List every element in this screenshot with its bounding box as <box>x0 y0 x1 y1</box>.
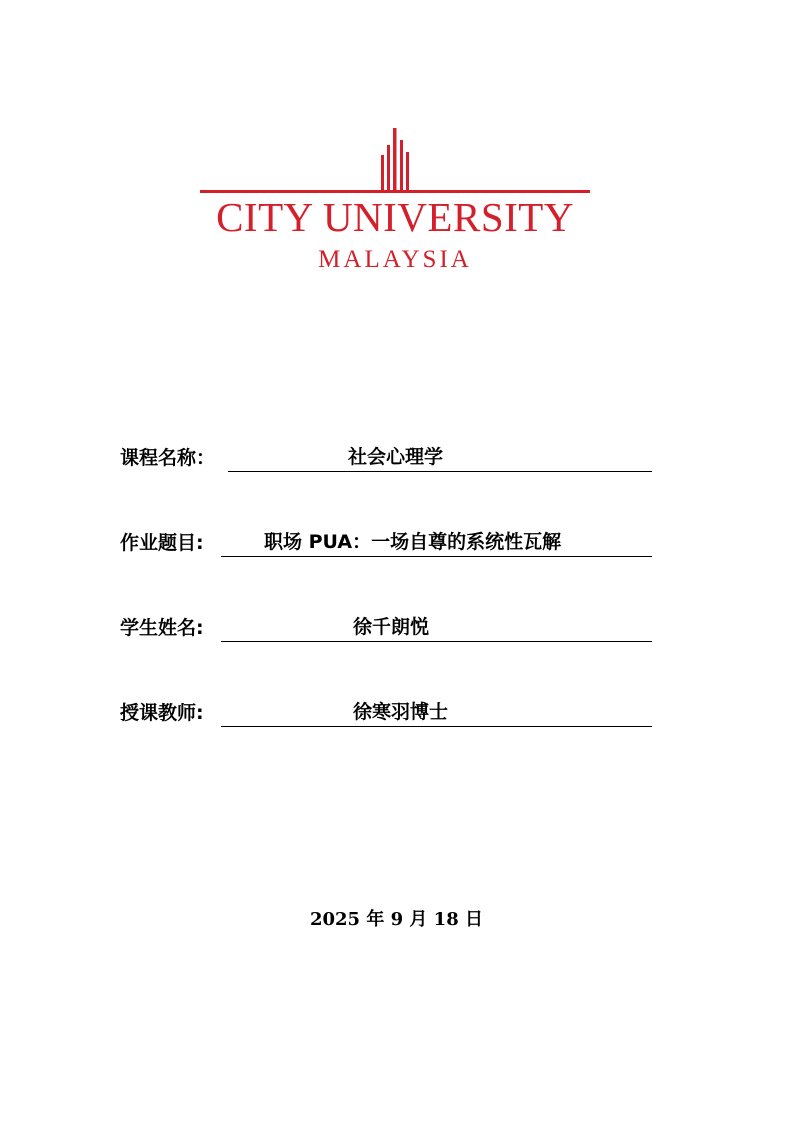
assignment-title-label: 作业题目: <box>120 532 204 554</box>
university-logo <box>130 100 660 295</box>
assignment-title-row <box>120 527 652 557</box>
lecturer-row <box>120 697 652 727</box>
course-name-value: 社会心理学 <box>348 446 444 468</box>
tower-emblem-icon <box>130 100 660 200</box>
student-name-underline <box>221 613 652 642</box>
assignment-title-value: 职场 PUA：一场自尊的系统性瓦解 <box>264 531 562 553</box>
student-name-row <box>120 612 652 642</box>
student-name-label: 学生姓名: <box>120 617 204 639</box>
logo-university-name: CITY UNIVERSITY <box>216 194 574 240</box>
lecturer-value: 徐寒羽博士 <box>353 701 449 723</box>
submission-date: 2025 年 9 月 18 日 <box>309 909 483 930</box>
course-name-row <box>120 442 652 472</box>
student-name-value: 徐千朗悦 <box>353 616 430 638</box>
logo-country-name: MALAYSIA <box>318 246 472 273</box>
lecturer-label: 授课教师: <box>120 702 204 724</box>
course-name-label: 课程名称： <box>120 447 216 469</box>
